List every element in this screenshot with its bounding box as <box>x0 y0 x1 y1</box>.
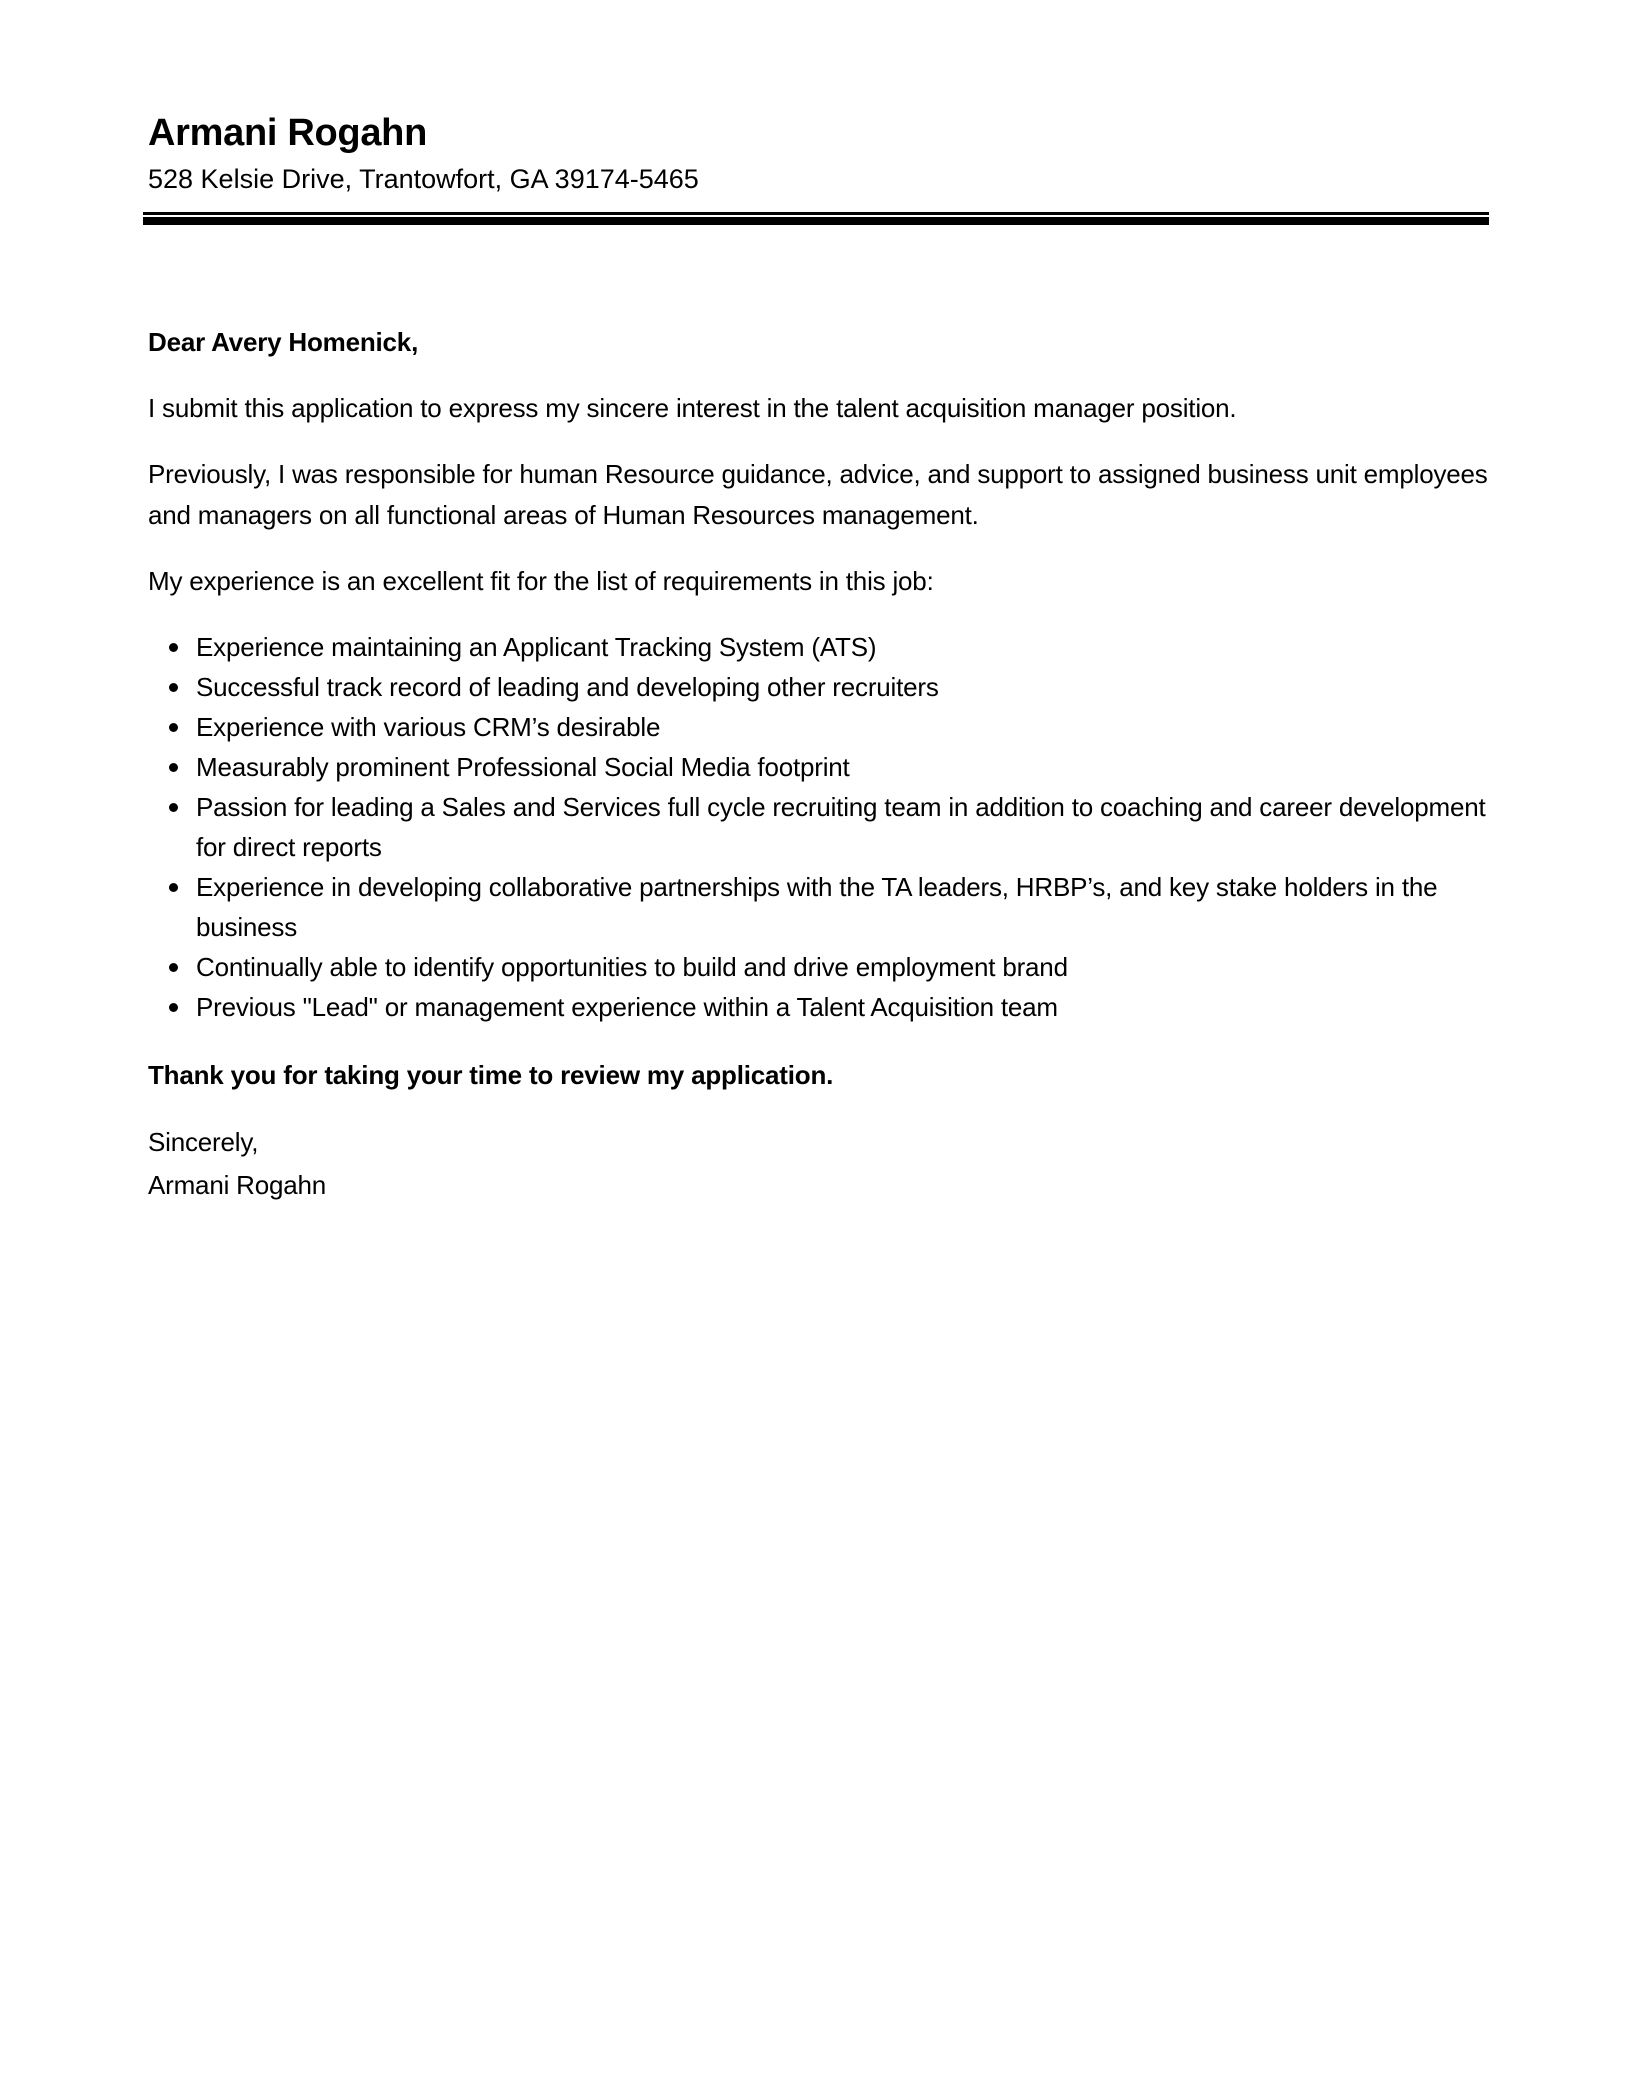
bullet-icon <box>169 683 178 692</box>
signoff-block <box>148 1121 1493 1207</box>
letter-body <box>148 322 1493 1207</box>
list-item: Experience in developing collaborative partnerships with the TA leaders, HRBP’s, and key stake holders in the business <box>148 867 1493 947</box>
requirements-list <box>148 627 1493 1027</box>
list-item: Experience maintaining an Applicant Tracking System (ATS) <box>148 627 1493 667</box>
bullet-icon <box>169 723 178 732</box>
bullet-icon <box>169 763 178 772</box>
experience-paragraph: Previously, I was responsible for human Resource guidance, advice, and support to assigned business unit employees and managers on all functional areas of Human Resources management. <box>148 459 1488 530</box>
header-divider <box>143 212 1489 225</box>
list-item: Successful track record of leading and developing other recruiters <box>148 667 1493 707</box>
applicant-address: 528 Kelsie Drive, Trantowfort, GA 39174-5465 <box>148 164 699 194</box>
bullet-icon <box>169 803 178 812</box>
applicant-name: Armani Rogahn <box>148 112 428 154</box>
signature: Armani Rogahn <box>148 1170 327 1200</box>
bullet-icon <box>169 1003 178 1012</box>
requirements-lead-paragraph: My experience is an excellent fit for the list of requirements in this job: <box>148 566 934 596</box>
salutation: Dear Avery Homenick, <box>148 327 419 357</box>
list-item: Previous "Lead" or management experience within a Talent Acquisition team <box>148 987 1493 1027</box>
list-item: Continually able to identify opportunities to build and drive employment brand <box>148 947 1493 987</box>
list-item: Passion for leading a Sales and Services full cycle recruiting team in addition to coaching and career development for direct reports <box>148 787 1493 867</box>
bullet-icon <box>169 883 178 892</box>
bullet-icon <box>169 963 178 972</box>
intro-paragraph: I submit this application to express my sincere interest in the talent acquisition manager position. <box>148 393 1237 423</box>
signoff: Sincerely, <box>148 1127 259 1157</box>
bullet-icon <box>169 643 178 652</box>
list-item: Experience with various CRM’s desirable <box>148 707 1493 747</box>
closing-line: Thank you for taking your time to review my application. <box>148 1060 834 1090</box>
list-item: Measurably prominent Professional Social Media footprint <box>148 747 1493 787</box>
header-divider-thick <box>143 217 1489 225</box>
